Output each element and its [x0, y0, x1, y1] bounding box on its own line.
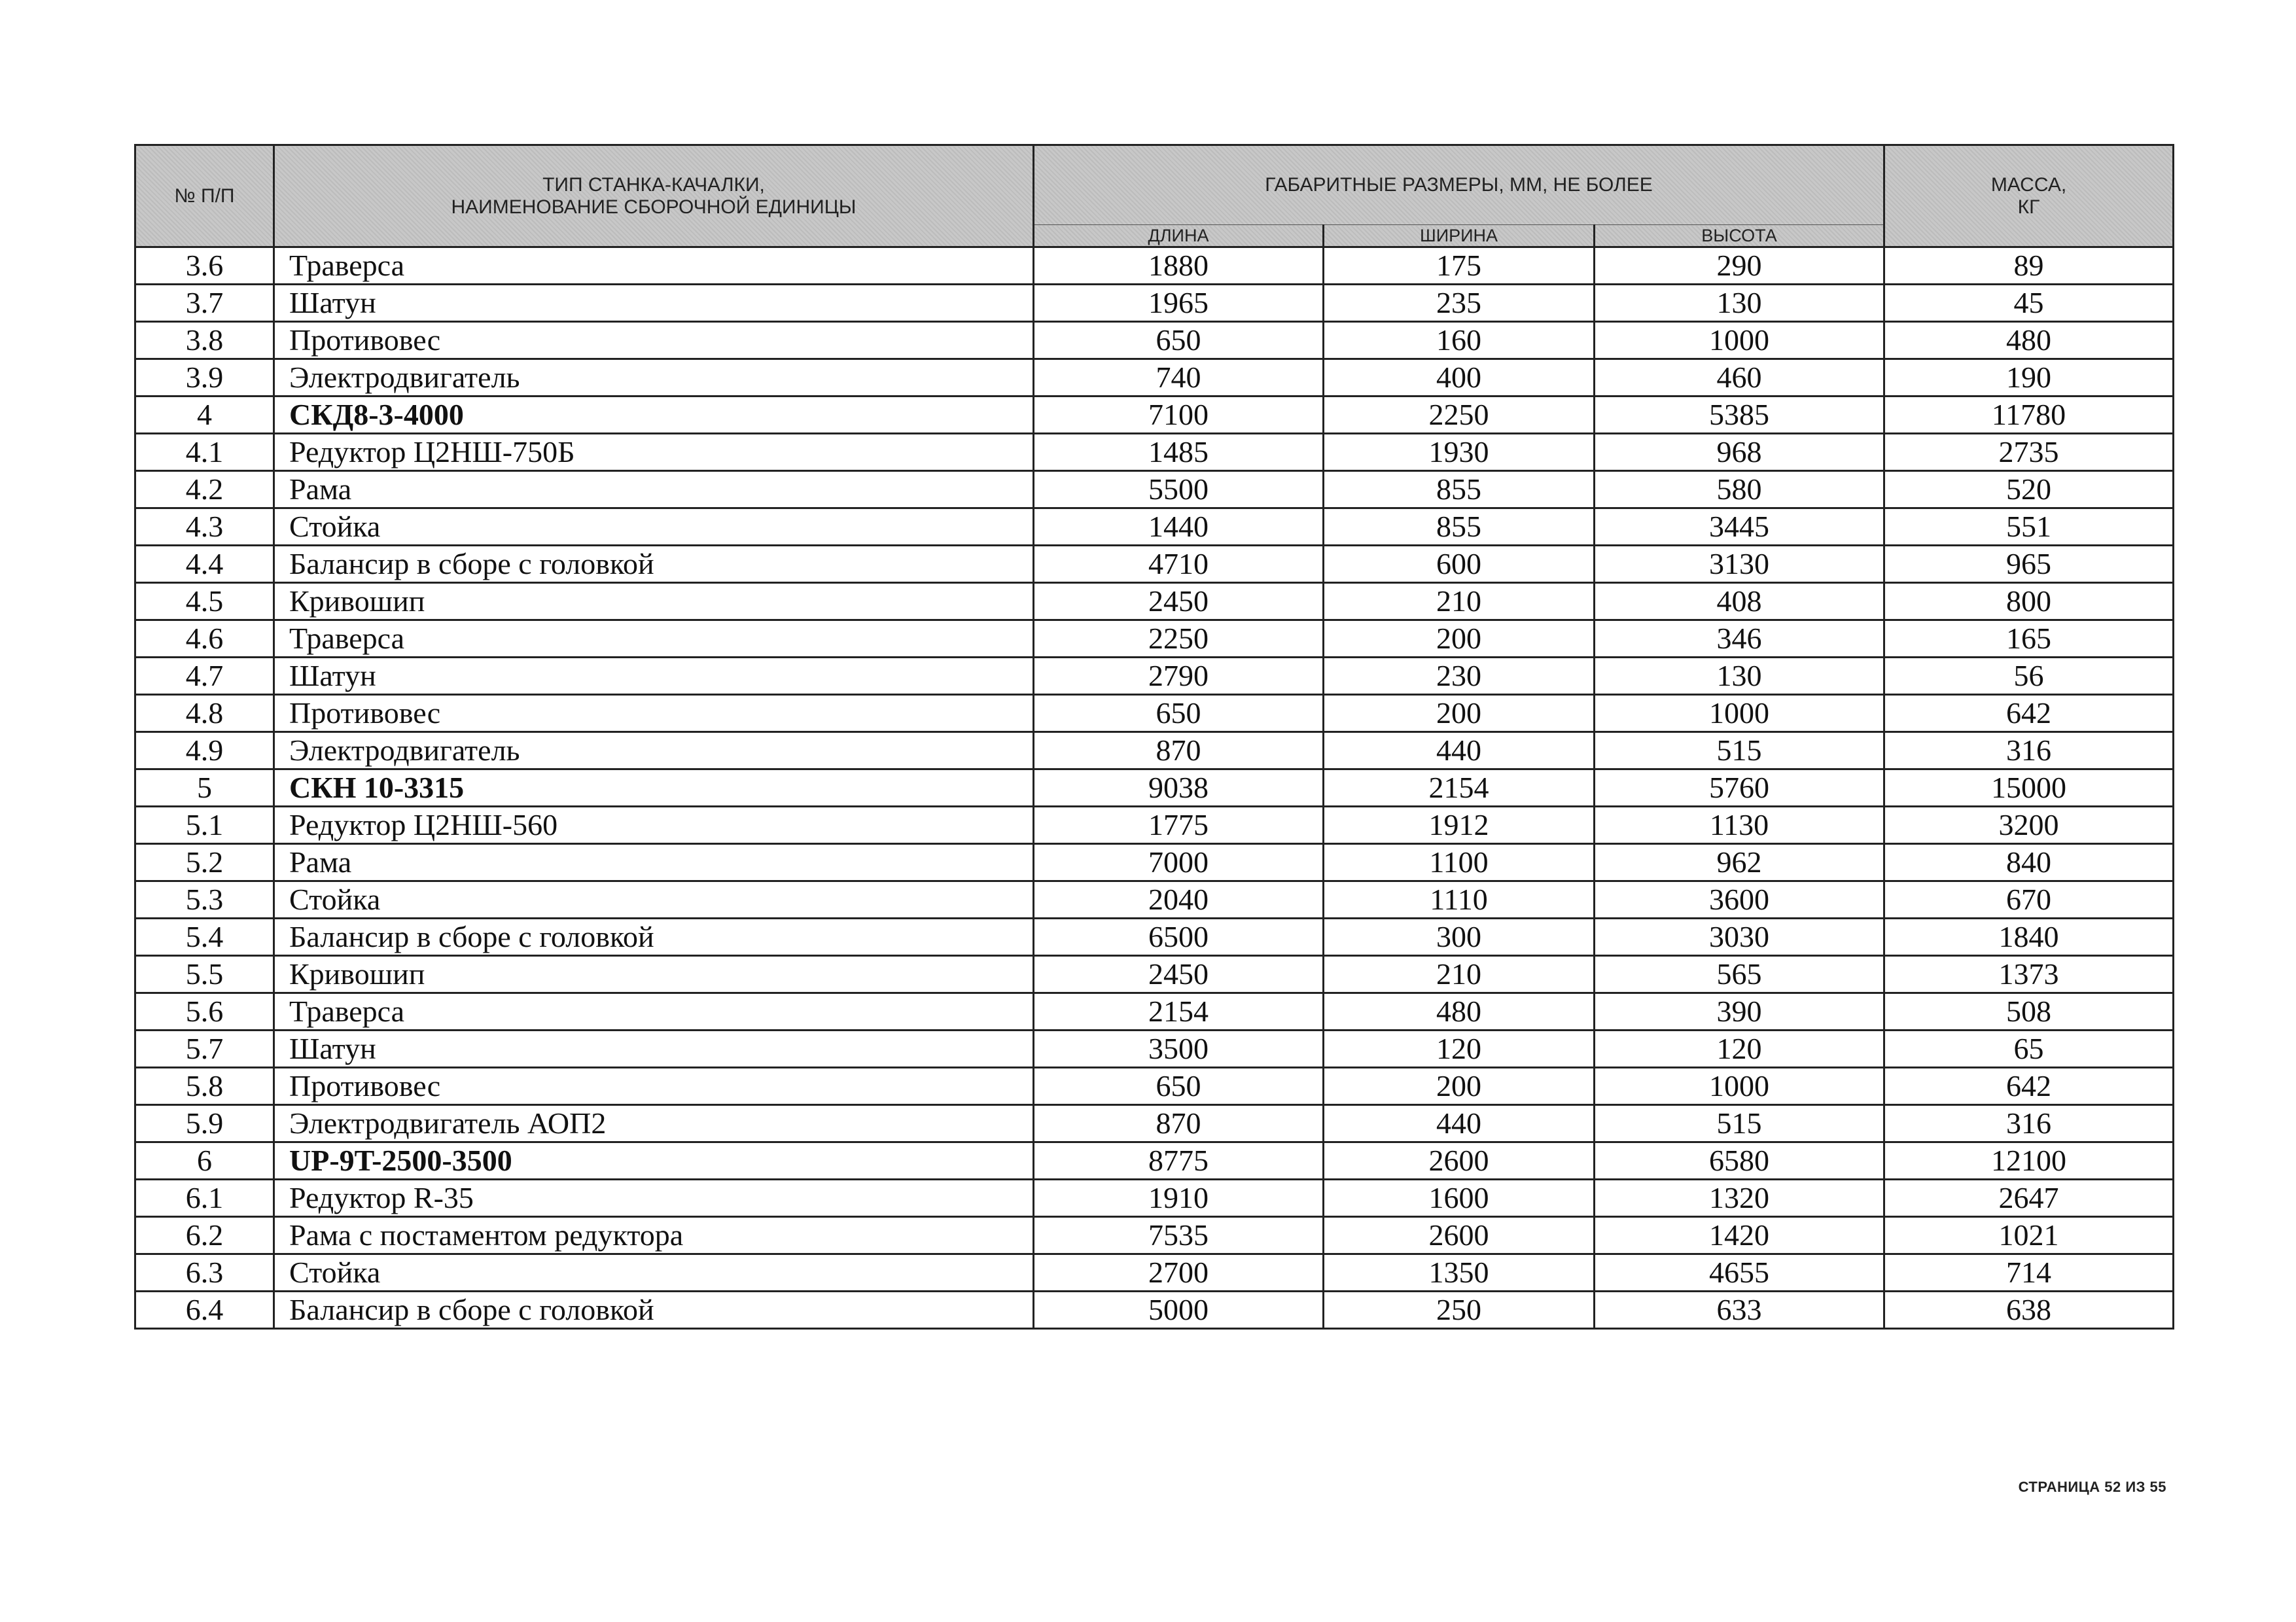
table-row: [135, 732, 2174, 769]
cell-length: 6500: [1034, 919, 1324, 956]
cell-length: 3500: [1034, 1031, 1324, 1068]
cell-name: Рама: [274, 844, 1034, 881]
cell-number: 3.7: [135, 285, 274, 322]
cell-length: 2250: [1034, 620, 1324, 658]
cell-height: 580: [1595, 471, 1884, 508]
cell-number: 3.9: [135, 359, 274, 397]
table-row: [135, 695, 2174, 732]
cell-width: 300: [1324, 919, 1595, 956]
table-row: [135, 247, 2174, 285]
cell-number: 6: [135, 1142, 274, 1180]
cell-width: 855: [1324, 471, 1595, 508]
cell-height: 1000: [1595, 1068, 1884, 1105]
table-row: [135, 1105, 2174, 1142]
cell-name: Шатун: [274, 1031, 1034, 1068]
cell-name: Редуктор Ц2НШ-750Б: [274, 434, 1034, 471]
cell-width: 230: [1324, 658, 1595, 695]
table-row: [135, 583, 2174, 620]
cell-mass: 714: [1884, 1254, 2174, 1292]
header-width: ШИРИНА: [1324, 225, 1595, 247]
cell-name: Балансир в сборе с головкой: [274, 1292, 1034, 1329]
cell-length: 1440: [1034, 508, 1324, 546]
cell-name: СКН 10-3315: [274, 769, 1034, 807]
cell-mass: 12100: [1884, 1142, 2174, 1180]
cell-width: 440: [1324, 732, 1595, 769]
cell-name: UP-9T-2500-3500: [274, 1142, 1034, 1180]
cell-width: 2600: [1324, 1142, 1595, 1180]
cell-number: 6.1: [135, 1180, 274, 1217]
header-name-line2: НАИМЕНОВАНИЕ СБОРОЧНОЙ ЕДИНИЦЫ: [451, 196, 857, 218]
cell-mass: 15000: [1884, 769, 2174, 807]
table-header: [135, 145, 2174, 247]
cell-height: 962: [1595, 844, 1884, 881]
cell-number: 4.8: [135, 695, 274, 732]
header-dimensions-label: ГАБАРИТНЫЕ РАЗМЕРЫ, ММ, НЕ БОЛЕЕ: [1265, 174, 1653, 196]
cell-name: Противовес: [274, 322, 1034, 359]
header-mass: [1884, 145, 2174, 247]
cell-number: 4.4: [135, 546, 274, 583]
cell-height: 390: [1595, 993, 1884, 1031]
cell-name: Балансир в сборе с головкой: [274, 919, 1034, 956]
table-row: [135, 1031, 2174, 1068]
cell-length: 7100: [1034, 397, 1324, 434]
cell-height: 6580: [1595, 1142, 1884, 1180]
cell-mass: 551: [1884, 508, 2174, 546]
cell-number: 5.7: [135, 1031, 274, 1068]
table-body: [135, 247, 2174, 1329]
table-row: [135, 807, 2174, 844]
header-name: [274, 145, 1034, 247]
cell-name: Шатун: [274, 658, 1034, 695]
cell-name: Рама: [274, 471, 1034, 508]
cell-length: 7535: [1034, 1217, 1324, 1254]
cell-number: 4.5: [135, 583, 274, 620]
cell-height: 3600: [1595, 881, 1884, 919]
cell-name: Противовес: [274, 695, 1034, 732]
cell-width: 600: [1324, 546, 1595, 583]
cell-width: 1110: [1324, 881, 1595, 919]
table-row: [135, 546, 2174, 583]
cell-height: 130: [1595, 285, 1884, 322]
cell-mass: 1021: [1884, 1217, 2174, 1254]
dimensions-table: [134, 144, 2174, 1330]
cell-height: 633: [1595, 1292, 1884, 1329]
cell-mass: 638: [1884, 1292, 2174, 1329]
cell-number: 4: [135, 397, 274, 434]
header-length: ДЛИНА: [1034, 225, 1324, 247]
cell-height: 565: [1595, 956, 1884, 993]
table-row: [135, 620, 2174, 658]
cell-height: 1000: [1595, 322, 1884, 359]
cell-length: 1880: [1034, 247, 1324, 285]
cell-mass: 840: [1884, 844, 2174, 881]
cell-mass: 520: [1884, 471, 2174, 508]
table-row: [135, 285, 2174, 322]
cell-number: 6.4: [135, 1292, 274, 1329]
cell-height: 5385: [1595, 397, 1884, 434]
cell-number: 3.8: [135, 322, 274, 359]
cell-length: 740: [1034, 359, 1324, 397]
cell-height: 4655: [1595, 1254, 1884, 1292]
cell-length: 2450: [1034, 956, 1324, 993]
cell-height: 515: [1595, 1105, 1884, 1142]
cell-length: 5500: [1034, 471, 1324, 508]
cell-name: Траверса: [274, 620, 1034, 658]
table-row: [135, 919, 2174, 956]
cell-height: 1420: [1595, 1217, 1884, 1254]
cell-number: 5.2: [135, 844, 274, 881]
cell-name: Стойка: [274, 881, 1034, 919]
cell-length: 2450: [1034, 583, 1324, 620]
table-row: [135, 769, 2174, 807]
cell-height: 3130: [1595, 546, 1884, 583]
cell-width: 200: [1324, 620, 1595, 658]
cell-name: СКД8-3-4000: [274, 397, 1034, 434]
cell-number: 4.2: [135, 471, 274, 508]
cell-width: 2154: [1324, 769, 1595, 807]
cell-number: 4.3: [135, 508, 274, 546]
cell-width: 250: [1324, 1292, 1595, 1329]
cell-length: 2154: [1034, 993, 1324, 1031]
cell-height: 408: [1595, 583, 1884, 620]
cell-width: 200: [1324, 695, 1595, 732]
cell-mass: 165: [1884, 620, 2174, 658]
table-row: [135, 993, 2174, 1031]
cell-width: 120: [1324, 1031, 1595, 1068]
cell-height: 460: [1595, 359, 1884, 397]
cell-height: 1320: [1595, 1180, 1884, 1217]
cell-height: 3030: [1595, 919, 1884, 956]
cell-name: Кривошип: [274, 956, 1034, 993]
header-mass-line2: КГ: [2017, 196, 2040, 218]
cell-number: 4.6: [135, 620, 274, 658]
cell-width: 210: [1324, 583, 1595, 620]
cell-mass: 2735: [1884, 434, 2174, 471]
cell-height: 968: [1595, 434, 1884, 471]
cell-mass: 190: [1884, 359, 2174, 397]
cell-name: Электродвигатель: [274, 359, 1034, 397]
cell-name: Траверса: [274, 247, 1034, 285]
cell-name: Противовес: [274, 1068, 1034, 1105]
cell-mass: 2647: [1884, 1180, 2174, 1217]
cell-length: 5000: [1034, 1292, 1324, 1329]
cell-width: 2250: [1324, 397, 1595, 434]
cell-length: 1775: [1034, 807, 1324, 844]
cell-name: Шатун: [274, 285, 1034, 322]
cell-height: 1130: [1595, 807, 1884, 844]
cell-number: 4.7: [135, 658, 274, 695]
cell-number: 5.3: [135, 881, 274, 919]
cell-width: 1930: [1324, 434, 1595, 471]
cell-number: 3.6: [135, 247, 274, 285]
cell-height: 3445: [1595, 508, 1884, 546]
cell-length: 2040: [1034, 881, 1324, 919]
table-row: [135, 1142, 2174, 1180]
cell-name: Траверса: [274, 993, 1034, 1031]
cell-mass: 800: [1884, 583, 2174, 620]
cell-length: 2700: [1034, 1254, 1324, 1292]
cell-height: 120: [1595, 1031, 1884, 1068]
cell-width: 200: [1324, 1068, 1595, 1105]
table-row: [135, 658, 2174, 695]
cell-length: 650: [1034, 695, 1324, 732]
cell-number: 5.6: [135, 993, 274, 1031]
cell-number: 5.8: [135, 1068, 274, 1105]
cell-height: 1000: [1595, 695, 1884, 732]
cell-mass: 316: [1884, 1105, 2174, 1142]
cell-mass: 642: [1884, 1068, 2174, 1105]
table-row: [135, 1068, 2174, 1105]
cell-width: 480: [1324, 993, 1595, 1031]
cell-width: 235: [1324, 285, 1595, 322]
cell-name: Стойка: [274, 1254, 1034, 1292]
cell-length: 1965: [1034, 285, 1324, 322]
cell-mass: 965: [1884, 546, 2174, 583]
header-mass-line1: МАССА,: [1990, 173, 2067, 196]
cell-length: 9038: [1034, 769, 1324, 807]
cell-name: Балансир в сборе с головкой: [274, 546, 1034, 583]
cell-number: 5.9: [135, 1105, 274, 1142]
table-row: [135, 881, 2174, 919]
cell-number: 4.1: [135, 434, 274, 471]
header-height: ВЫСОТА: [1595, 225, 1884, 247]
cell-mass: 11780: [1884, 397, 2174, 434]
table-row: [135, 359, 2174, 397]
cell-name: Кривошип: [274, 583, 1034, 620]
cell-number: 6.2: [135, 1217, 274, 1254]
cell-name: Стойка: [274, 508, 1034, 546]
cell-height: 130: [1595, 658, 1884, 695]
cell-length: 870: [1034, 732, 1324, 769]
cell-mass: 316: [1884, 732, 2174, 769]
cell-width: 855: [1324, 508, 1595, 546]
cell-length: 4710: [1034, 546, 1324, 583]
cell-width: 160: [1324, 322, 1595, 359]
cell-length: 870: [1034, 1105, 1324, 1142]
cell-length: 1485: [1034, 434, 1324, 471]
header-number-label: № П/П: [174, 185, 235, 207]
cell-mass: 3200: [1884, 807, 2174, 844]
cell-mass: 1840: [1884, 919, 2174, 956]
cell-length: 650: [1034, 322, 1324, 359]
cell-number: 4.9: [135, 732, 274, 769]
cell-width: 1350: [1324, 1254, 1595, 1292]
table-row: [135, 1217, 2174, 1254]
cell-mass: 480: [1884, 322, 2174, 359]
cell-length: 2790: [1034, 658, 1324, 695]
cell-height: 5760: [1595, 769, 1884, 807]
table-row: [135, 1292, 2174, 1329]
cell-name: Электродвигатель АОП2: [274, 1105, 1034, 1142]
cell-width: 1100: [1324, 844, 1595, 881]
cell-width: 210: [1324, 956, 1595, 993]
cell-number: 5.1: [135, 807, 274, 844]
cell-mass: 508: [1884, 993, 2174, 1031]
cell-number: 6.3: [135, 1254, 274, 1292]
cell-width: 1600: [1324, 1180, 1595, 1217]
table-row: [135, 1180, 2174, 1217]
cell-length: 1910: [1034, 1180, 1324, 1217]
cell-mass: 65: [1884, 1031, 2174, 1068]
cell-length: 7000: [1034, 844, 1324, 881]
cell-length: 650: [1034, 1068, 1324, 1105]
cell-name: Редуктор R-35: [274, 1180, 1034, 1217]
cell-height: 515: [1595, 732, 1884, 769]
cell-name: Редуктор Ц2НШ-560: [274, 807, 1034, 844]
cell-mass: 642: [1884, 695, 2174, 732]
cell-number: 5.4: [135, 919, 274, 956]
cell-width: 400: [1324, 359, 1595, 397]
table-row: [135, 1254, 2174, 1292]
table-row: [135, 471, 2174, 508]
cell-mass: 89: [1884, 247, 2174, 285]
cell-length: 8775: [1034, 1142, 1324, 1180]
cell-width: 175: [1324, 247, 1595, 285]
cell-mass: 1373: [1884, 956, 2174, 993]
table-row: [135, 508, 2174, 546]
page-number: СТРАНИЦА 52 ИЗ 55: [2018, 1479, 2166, 1495]
cell-number: 5.5: [135, 956, 274, 993]
cell-name: Электродвигатель: [274, 732, 1034, 769]
cell-width: 1912: [1324, 807, 1595, 844]
cell-width: 2600: [1324, 1217, 1595, 1254]
cell-mass: 45: [1884, 285, 2174, 322]
cell-width: 440: [1324, 1105, 1595, 1142]
table-row: [135, 434, 2174, 471]
header-name-line1: ТИП СТАНКА-КАЧАЛКИ,: [542, 173, 765, 196]
cell-mass: 670: [1884, 881, 2174, 919]
table-row: [135, 322, 2174, 359]
spec-table-sheet: [134, 144, 2172, 1330]
cell-number: 5: [135, 769, 274, 807]
header-number: [135, 145, 274, 247]
cell-mass: 56: [1884, 658, 2174, 695]
table-row: [135, 397, 2174, 434]
cell-name: Рама с постаментом редуктора: [274, 1217, 1034, 1254]
table-row: [135, 844, 2174, 881]
header-dimensions: [1034, 145, 1884, 225]
table-row: [135, 956, 2174, 993]
cell-height: 290: [1595, 247, 1884, 285]
cell-height: 346: [1595, 620, 1884, 658]
